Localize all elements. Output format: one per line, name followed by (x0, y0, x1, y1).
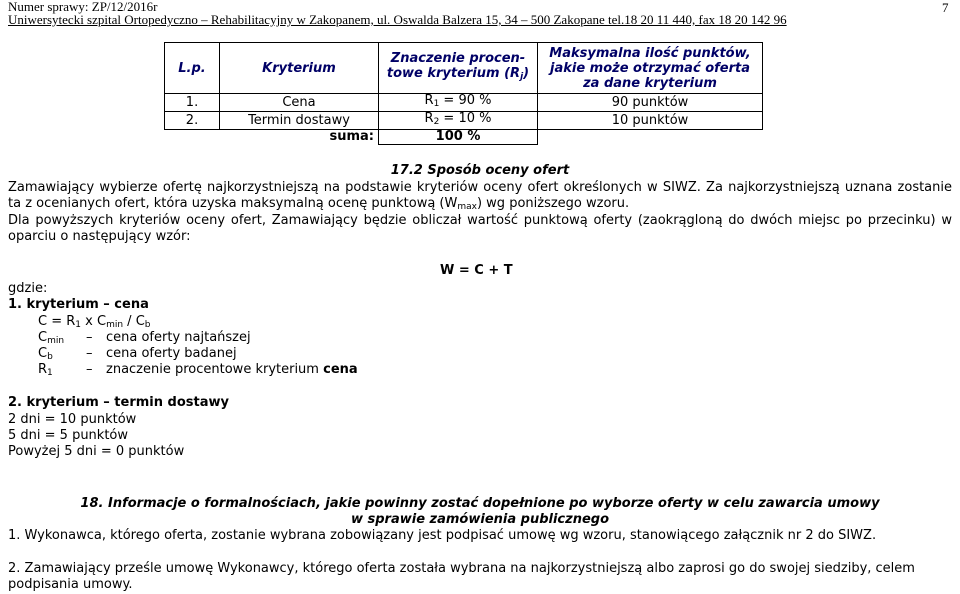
section-18-item-1: 1. Wykonawca, którego oferta, zostanie wybrana zobowiązany jest podpisać umowę wg wzoru, stanowiącego załącznik nr 2 do SIWZ. (8, 528, 877, 543)
criterion-1-title: 1. kryterium – cena (8, 297, 149, 312)
delivery-rule-2: 5 dni = 5 punktów (8, 428, 129, 443)
scoring-formula: W = C + T (440, 263, 513, 278)
section-18-title: 18. Informacje o formalnościach, jakie powinny zostać dopełnione po wyborze oferty w celu zawarcia umowy w sprawie zamówienia publicznego (80, 496, 880, 527)
section-18-item-2: 2. Zamawiający prześle umowę Wykonawcy, którego oferta została wybrana na najkorzystniejszą albo zaprosi go do swojej siedziby, celem podpisania umowy. (8, 561, 915, 592)
header-lp: L.p. (165, 43, 220, 94)
table-row: 2. Termin dostawy $R_2 = 10$ % 10 punktów (165, 112, 763, 130)
sum-value: 100 % (379, 130, 538, 145)
sum-label: suma: (329, 129, 374, 145)
case-number: Numer sprawy: ZP/12/2016r (8, 0, 158, 14)
table-row: 1. Cena $R_1 = 90$ % 90 punktów (165, 94, 763, 112)
document-header (8, 0, 787, 26)
section-17-paragraph-2: Dla powyższych kryteriów oceny ofert, Zamawiający będzie obliczał wartość punktową oferty (zaokrągloną do dwóch miejsc po przecinku) w oparciu o następujący wzór: (8, 213, 952, 244)
definition-cmin: $C_{min}$ – cena oferty najtańszej (38, 330, 251, 346)
hospital-address: Uniwersytecki szpital Ortopedyczno – Rehabilitacyjny w Zakopanem, ul. Oswalda Balzera 15, 34 – 500 Zakopane tel.18 20 11 440, fax 18 20 142 96 (8, 12, 787, 27)
table-header-row (165, 43, 763, 94)
page-number: 7 (942, 0, 949, 15)
header-weight: Znaczenie procen- towe kryterium $(R_j)$ (379, 43, 538, 94)
section-17-title: 17.2 Sposób oceny ofert (390, 163, 570, 178)
price-formula: $C = R_1$ x $C_{min} / C_b$ (38, 314, 151, 330)
criterion-2-title: 2. kryterium – termin dostawy (8, 395, 229, 410)
definition-r1: $R_1$ – znaczenie procentowe kryterium cena (38, 362, 358, 378)
delivery-rule-3: Powyżej 5 dni = 0 punktów (8, 444, 185, 459)
header-max-points: Maksymalna ilość punktów, jakie może otrzymać oferta za dane kryterium (538, 43, 763, 94)
sum-row (165, 130, 763, 145)
definition-cb: $C_b$ – cena oferty badanej (38, 346, 237, 362)
section-17-paragraph-1: Zamawiający wybierze ofertę najkorzystniejszą na podstawie kryteriów oceny ofert określonych w SIWZ. Za najkorzystniejszą uznana zostanie ta z ocenianych ofert, która uzyska maksymalną ocenę punktową $(W_{max})$ wg poniższego wzoru. (8, 180, 952, 212)
header-criterion: Kryterium (220, 43, 379, 94)
criteria-table (164, 42, 763, 145)
delivery-rule-1: 2 dni = 10 punktów (8, 412, 137, 427)
where-label: gdzie: (8, 281, 48, 296)
